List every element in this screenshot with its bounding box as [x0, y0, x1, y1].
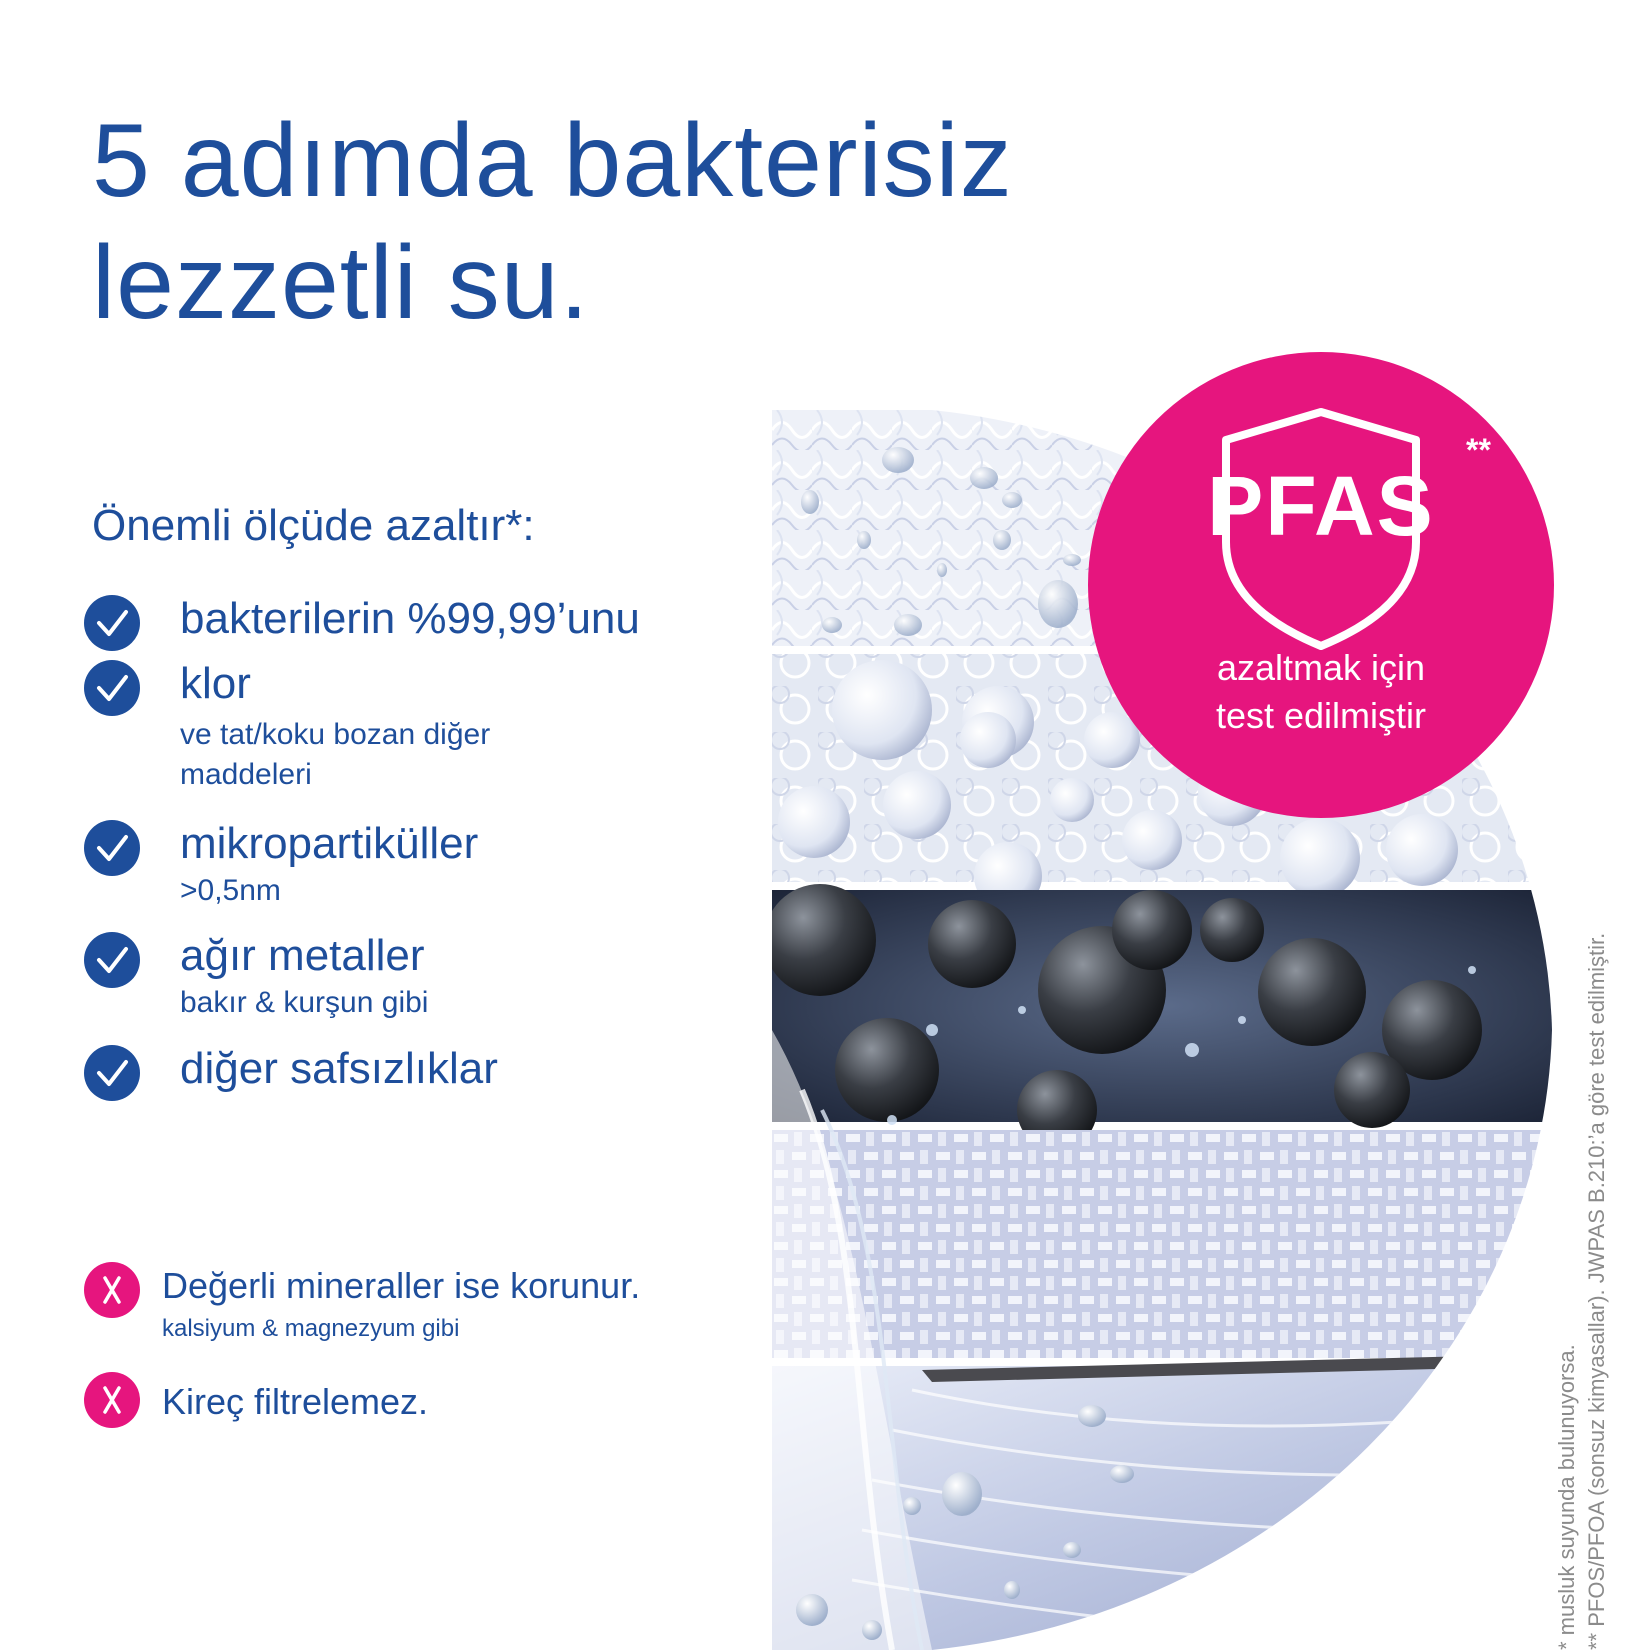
- benefit-subtitle-2: maddeleri: [180, 758, 312, 791]
- benefit-subtitle: >0,5nm: [180, 874, 281, 907]
- benefit-title: ağır metaller: [180, 931, 425, 980]
- subheading: Önemli ölçüde azaltır*:: [92, 501, 535, 550]
- benefit-title: diğer safsızlıklar: [180, 1044, 498, 1093]
- keep-title: Değerli mineraller ise korunur.: [162, 1265, 641, 1306]
- benefit-subtitle: ve tat/koku bozan diğer: [180, 718, 491, 751]
- badge-text-line-2: test edilmiştir: [1215, 695, 1427, 736]
- keep-subtitle: kalsiyum & magnezyum gibi: [162, 1315, 460, 1342]
- check-icon: [84, 932, 140, 988]
- footnotes: [1552, 640, 1612, 1650]
- benefit-title: klor: [180, 659, 251, 708]
- pfas-footnote-mark: **: [1466, 432, 1491, 468]
- pfas-label: PFAS: [1207, 459, 1435, 553]
- check-icon: [84, 660, 140, 716]
- footnote-2: ** PFOS/PFOA (sonsuz kimyasallar). JWPAS B.210:’a göre test edilmiştir.: [1584, 932, 1609, 1650]
- check-icon: [84, 820, 140, 876]
- x-icon: [84, 1262, 140, 1318]
- headline-line-1: 5 adımda bakterisiz: [92, 103, 1013, 219]
- check-icon: [84, 595, 140, 651]
- benefit-title: mikropartiküller: [180, 819, 479, 868]
- benefit-title: bakterilerin %99,99’unu: [180, 594, 640, 643]
- badge-text-line-1: azaltmak için: [1216, 647, 1426, 688]
- headline-line-2: lezzetli su.: [92, 225, 590, 341]
- x-icon: [84, 1372, 140, 1428]
- check-icon: [84, 1045, 140, 1101]
- headline: [92, 100, 1013, 344]
- pfas-badge: [1088, 352, 1554, 818]
- benefit-subtitle: bakır & kurşun gibi: [180, 986, 429, 1019]
- keep-title: Kireç filtrelemez.: [162, 1381, 429, 1422]
- footnote-1: * musluk suyunda bulunuyorsa.: [1554, 1344, 1579, 1650]
